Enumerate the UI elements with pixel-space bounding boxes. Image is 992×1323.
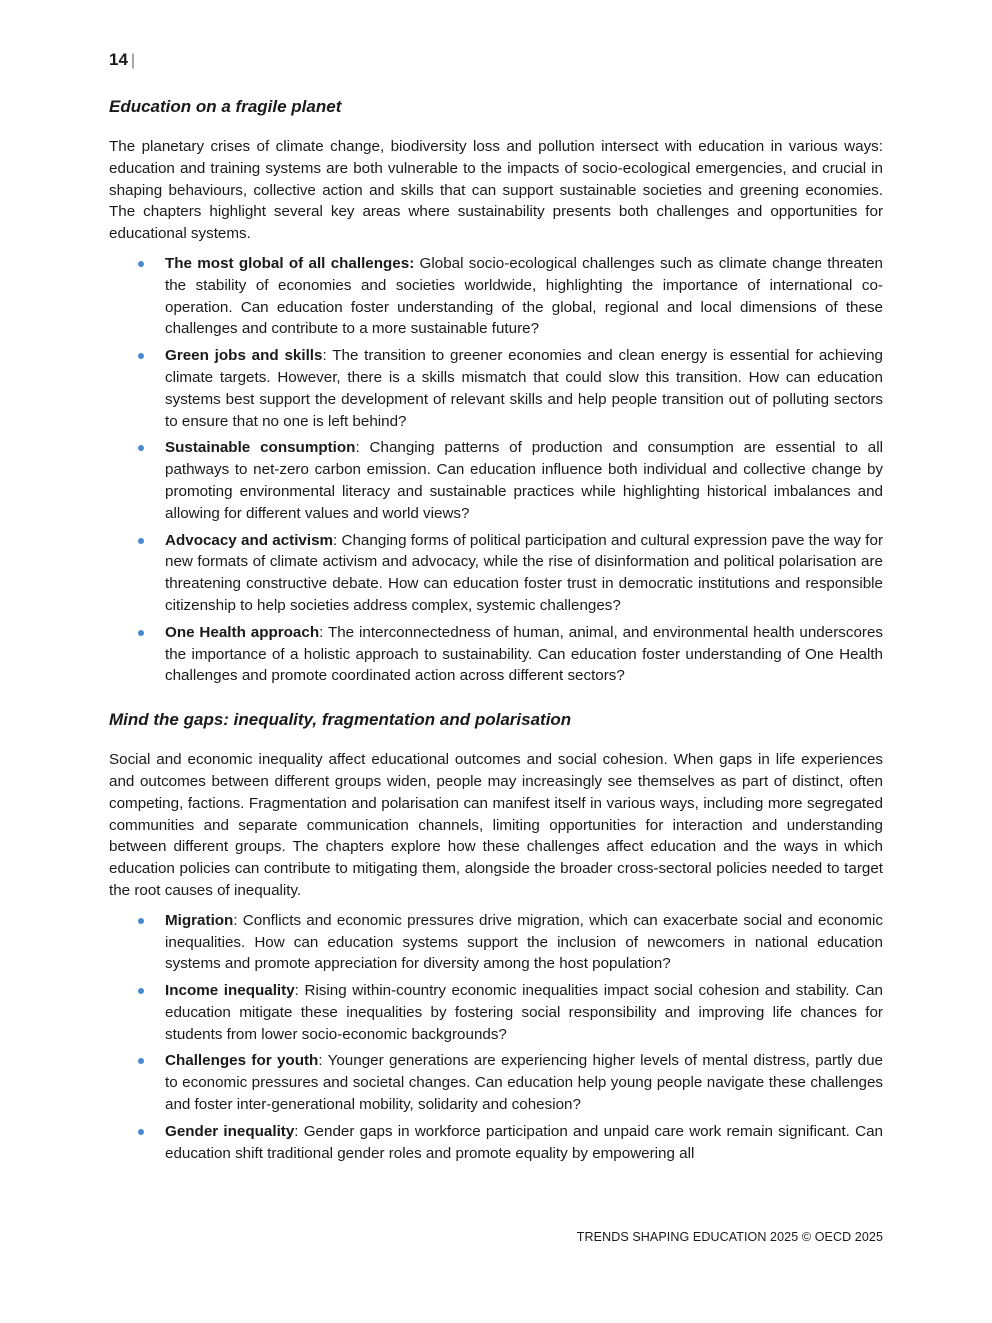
list-item <box>109 910 883 975</box>
bullet-icon <box>138 261 144 267</box>
section-intro-mind-the-gaps: Social and economic inequality affect educational outcomes and social cohesion. When gaps in life experiences and outcomes between different groups widen, people may increasingly see themselves as part of distinct, often competing, factions. Fragmentation and polarisation can manifest itself in various ways, including more segregated communities and separate communication channels, limiting opportunities for interaction and understanding between different groups. The chapters explore how these challenges affect education and the ways in which education policies can contribute to mitigating them, alongside the broader cross-sectoral policies needed to target the root causes of inequality. <box>109 751 883 899</box>
bullet-term: Challenges for youth <box>165 1052 319 1070</box>
bullet-icon <box>138 538 144 544</box>
bullet-text: : The interconnectedness of human, animal, and environmental health underscores the importance of a holistic approach to sustainability. Can education foster understanding of One Health challenges and promote coordinated action across different sectors? <box>165 623 883 685</box>
bullet-text: Global socio-ecological challenges such as climate change threaten the stability of economies and societies worldwide, highlighting the importance of international co-operation. Can education foster understanding of the global, regional and local dimensions of these challenges and contribute to a more sustainable future? <box>165 254 883 338</box>
bullet-icon <box>138 988 144 994</box>
bullet-term: Gender inequality <box>165 1122 295 1140</box>
bullet-term: Migration <box>165 911 234 929</box>
section-heading-mind-the-gaps: Mind the gaps: inequality, fragmentation and polarisation <box>109 710 572 730</box>
bullet-term: The most global of all challenges: <box>165 254 415 272</box>
list-item <box>109 1050 883 1115</box>
list-item <box>109 530 883 617</box>
list-item <box>109 253 883 340</box>
bullet-text: : Gender gaps in workforce participation and unpaid care work remain significant. Can education shift traditional gender roles and promote equality by empowering all <box>165 1122 883 1162</box>
bullet-icon <box>138 630 144 636</box>
list-item <box>109 437 883 524</box>
bullet-text: : Rising within-country economic inequalities impact social cohesion and stability. Can education mitigate these inequalities by fostering social responsibility and improving life chances for students from lower socio-economic backgrounds? <box>165 982 883 1043</box>
list-item <box>109 345 883 432</box>
section-heading-fragile-planet: Education on a fragile planet <box>109 97 342 116</box>
list-item <box>109 980 883 1045</box>
bullet-icon <box>138 1129 144 1135</box>
bullet-term: Sustainable consumption <box>165 439 356 457</box>
page-number-value: 14 <box>109 50 128 69</box>
main-content <box>109 96 883 1169</box>
bullet-icon <box>138 1058 144 1064</box>
bullet-text: : Changing forms of political participation and cultural expression pave the way for new formats of climate activism and advocacy, while the rise of disinformation and political polarisation are threatening constructive debate. How can education foster trust in democratic institutions and responsible citizenship to help societies address complex, systemic challenges? <box>165 531 883 614</box>
bullet-text: : The transition to greener economies and clean energy is essential for achieving climate targets. However, there is a skills mismatch that could slow this transition. How can education systems best support the development of relevant skills and help people transition out of polluting sectors to ensure that no one is left behind? <box>165 347 883 430</box>
page-number-separator: | <box>130 52 136 69</box>
bullet-icon <box>138 918 144 924</box>
bullet-term: Income inequality <box>165 982 295 1000</box>
page-number <box>109 50 135 70</box>
bullet-text: : Conflicts and economic pressures drive migration, which can exacerbate social and economic inequalities. How can education systems support the inclusion of newcomers in national education systems and promote appreciation for diversity among the host population? <box>165 911 883 973</box>
bullet-term: Green jobs and skills <box>165 347 323 365</box>
bullet-term: Advocacy and activism <box>165 531 334 549</box>
bullet-text: : Changing patterns of production and consumption are essential to all pathways to net-zero carbon emission. Can education influence both individual and collective change by promoting environmental literacy and sustainable practices while highlighting historical imbalances and allowing for different values and world views? <box>165 439 883 522</box>
bullet-list-mind-the-gaps <box>109 910 883 1165</box>
list-item <box>109 622 883 687</box>
page-footer: TRENDS SHAPING EDUCATION 2025 © OECD 2025 <box>576 1230 883 1244</box>
bullet-text: : Younger generations are experiencing higher levels of mental distress, partly due to economic pressures and societal changes. Can education help young people navigate these challenges and foster inter-generational mobility, solidarity and cohesion? <box>165 1052 883 1114</box>
bullet-list-fragile-planet <box>109 253 883 687</box>
list-item <box>109 1121 883 1165</box>
bullet-term: One Health approach <box>165 623 320 641</box>
bullet-icon <box>138 353 144 359</box>
section-intro-fragile-planet: The planetary crises of climate change, biodiversity loss and pollution intersect with education in various ways: education and training systems are both vulnerable to the impacts of socio-ecological emergencies, and crucial in shaping behaviours, collective action and skills that can support sustainable societies and greening economies. The chapters highlight several key areas where sustainability presents both challenges and opportunities for educational systems. <box>109 138 883 243</box>
bullet-icon <box>138 445 144 451</box>
